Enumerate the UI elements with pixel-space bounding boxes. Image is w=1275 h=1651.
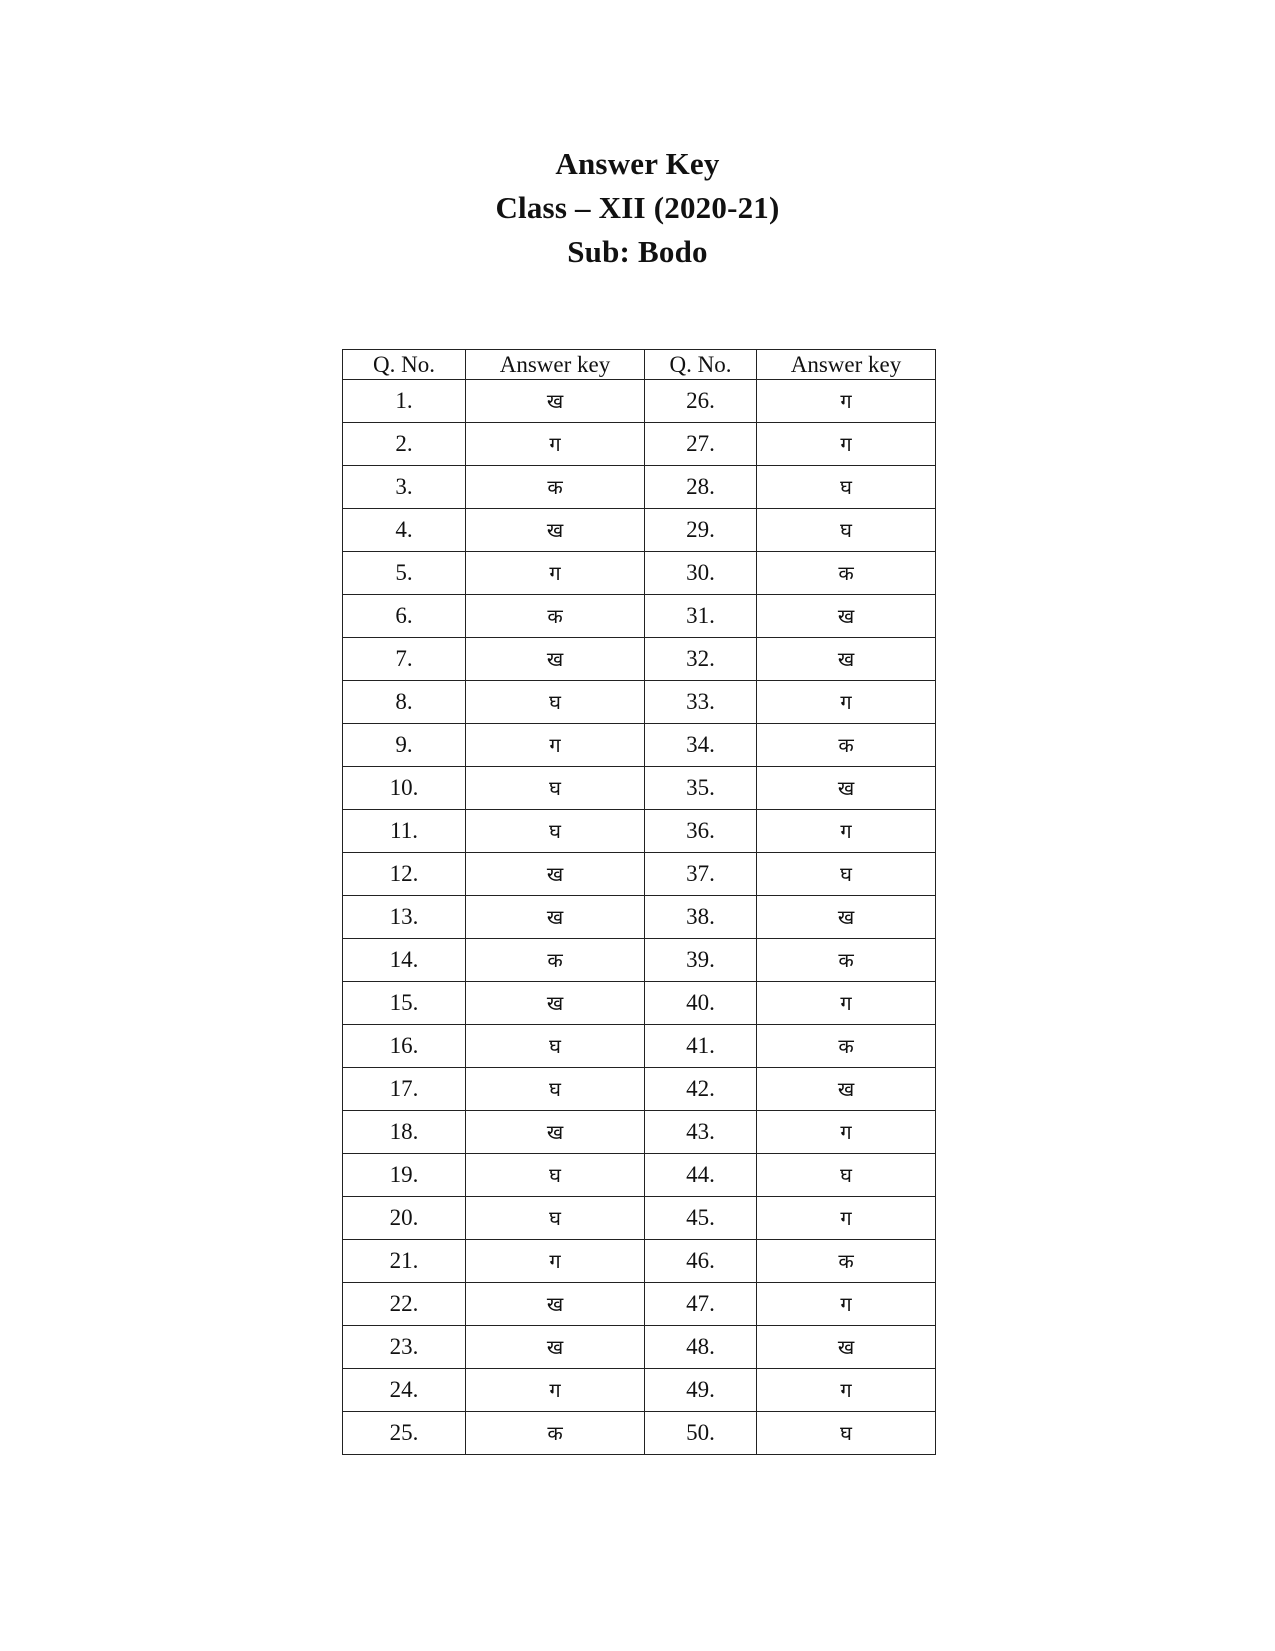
- table-row: [343, 380, 936, 423]
- question-number-cell: 45.: [645, 1197, 757, 1240]
- answer-cell: ग: [757, 982, 936, 1025]
- table-row: [343, 810, 936, 853]
- answer-cell: घ: [466, 767, 645, 810]
- table-row: [343, 1068, 936, 1111]
- answer-cell: घ: [757, 1412, 936, 1455]
- answer-cell: ख: [757, 767, 936, 810]
- answer-cell: क: [757, 1025, 936, 1068]
- question-number-cell: 4.: [343, 509, 466, 552]
- table-row: [343, 1025, 936, 1068]
- answer-cell: घ: [757, 509, 936, 552]
- answer-cell: क: [757, 1240, 936, 1283]
- question-number-cell: 8.: [343, 681, 466, 724]
- question-number-cell: 25.: [343, 1412, 466, 1455]
- table-header-row: [343, 350, 936, 380]
- answer-cell: ग: [466, 1240, 645, 1283]
- answer-cell: ग: [466, 724, 645, 767]
- answer-cell: घ: [757, 1154, 936, 1197]
- question-number-cell: 40.: [645, 982, 757, 1025]
- answer-cell: ख: [757, 1326, 936, 1369]
- table-row: [343, 681, 936, 724]
- table-row: [343, 1154, 936, 1197]
- answer-cell: ग: [757, 1197, 936, 1240]
- table-row: [343, 939, 936, 982]
- question-number-cell: 12.: [343, 853, 466, 896]
- answer-cell: ग: [757, 423, 936, 466]
- question-number-cell: 35.: [645, 767, 757, 810]
- answer-cell: घ: [466, 1068, 645, 1111]
- table-row: [343, 423, 936, 466]
- question-number-cell: 29.: [645, 509, 757, 552]
- question-number-cell: 39.: [645, 939, 757, 982]
- question-number-cell: 42.: [645, 1068, 757, 1111]
- question-number-cell: 10.: [343, 767, 466, 810]
- answer-cell: ग: [466, 1369, 645, 1412]
- answer-cell: ग: [757, 380, 936, 423]
- answer-key-body: [343, 380, 936, 1455]
- answer-cell: ख: [466, 380, 645, 423]
- answer-cell: क: [757, 939, 936, 982]
- answer-cell: ख: [757, 638, 936, 681]
- question-number-cell: 43.: [645, 1111, 757, 1154]
- answer-cell: क: [466, 466, 645, 509]
- answer-cell: घ: [466, 681, 645, 724]
- document-heading: [0, 142, 1275, 274]
- question-number-cell: 32.: [645, 638, 757, 681]
- question-number-cell: 31.: [645, 595, 757, 638]
- question-number-cell: 26.: [645, 380, 757, 423]
- question-number-cell: 30.: [645, 552, 757, 595]
- question-number-cell: 14.: [343, 939, 466, 982]
- answer-cell: ग: [466, 423, 645, 466]
- question-number-cell: 6.: [343, 595, 466, 638]
- question-number-cell: 15.: [343, 982, 466, 1025]
- answer-cell: ख: [466, 896, 645, 939]
- table-row: [343, 1283, 936, 1326]
- question-number-cell: 41.: [645, 1025, 757, 1068]
- answer-cell: घ: [466, 810, 645, 853]
- table-row: [343, 638, 936, 681]
- question-number-cell: 37.: [645, 853, 757, 896]
- question-number-cell: 19.: [343, 1154, 466, 1197]
- question-number-cell: 9.: [343, 724, 466, 767]
- answer-cell: ग: [757, 810, 936, 853]
- table-row: [343, 552, 936, 595]
- question-number-cell: 2.: [343, 423, 466, 466]
- answer-cell: ख: [757, 595, 936, 638]
- answer-cell: ख: [466, 1326, 645, 1369]
- table-row: [343, 1240, 936, 1283]
- answer-cell: ख: [757, 896, 936, 939]
- question-number-cell: 44.: [645, 1154, 757, 1197]
- answer-cell: ख: [466, 853, 645, 896]
- question-number-cell: 16.: [343, 1025, 466, 1068]
- question-number-cell: 23.: [343, 1326, 466, 1369]
- answer-cell: ग: [757, 1111, 936, 1154]
- table-row: [343, 1197, 936, 1240]
- table-row: [343, 1412, 936, 1455]
- answer-cell: क: [466, 939, 645, 982]
- document-title: Answer Key: [555, 146, 720, 181]
- question-number-cell: 24.: [343, 1369, 466, 1412]
- answer-cell: घ: [466, 1197, 645, 1240]
- answer-cell: ख: [466, 509, 645, 552]
- question-number-cell: 22.: [343, 1283, 466, 1326]
- answer-cell: घ: [466, 1154, 645, 1197]
- table-row: [343, 1326, 936, 1369]
- question-number-cell: 47.: [645, 1283, 757, 1326]
- answer-cell: ख: [466, 1283, 645, 1326]
- question-number-cell: 36.: [645, 810, 757, 853]
- question-number-cell: 17.: [343, 1068, 466, 1111]
- class-line: Class – XII (2020-21): [495, 190, 780, 225]
- answer-cell: घ: [757, 466, 936, 509]
- question-number-cell: 21.: [343, 1240, 466, 1283]
- header-answer-key-left: Answer key: [466, 350, 645, 380]
- question-number-cell: 11.: [343, 810, 466, 853]
- table-row: [343, 509, 936, 552]
- question-number-cell: 18.: [343, 1111, 466, 1154]
- answer-cell: क: [466, 595, 645, 638]
- table-row: [343, 466, 936, 509]
- table-row: [343, 595, 936, 638]
- question-number-cell: 5.: [343, 552, 466, 595]
- question-number-cell: 7.: [343, 638, 466, 681]
- header-answer-key-right: Answer key: [757, 350, 936, 380]
- question-number-cell: 1.: [343, 380, 466, 423]
- table-row: [343, 896, 936, 939]
- answer-cell: ख: [466, 1111, 645, 1154]
- table-row: [343, 1369, 936, 1412]
- answer-cell: ख: [466, 982, 645, 1025]
- answer-cell: ख: [757, 1068, 936, 1111]
- question-number-cell: 50.: [645, 1412, 757, 1455]
- question-number-cell: 33.: [645, 681, 757, 724]
- question-number-cell: 46.: [645, 1240, 757, 1283]
- question-number-cell: 34.: [645, 724, 757, 767]
- subject-line: Sub: Bodo: [567, 234, 708, 269]
- question-number-cell: 27.: [645, 423, 757, 466]
- table-row: [343, 767, 936, 810]
- answer-cell: ग: [757, 1283, 936, 1326]
- question-number-cell: 38.: [645, 896, 757, 939]
- answer-cell: क: [757, 552, 936, 595]
- table-row: [343, 853, 936, 896]
- header-question-number-left: Q. No.: [343, 350, 466, 380]
- answer-cell: ग: [757, 681, 936, 724]
- answer-cell: घ: [757, 853, 936, 896]
- answer-cell: ग: [757, 1369, 936, 1412]
- table-row: [343, 724, 936, 767]
- question-number-cell: 3.: [343, 466, 466, 509]
- question-number-cell: 48.: [645, 1326, 757, 1369]
- question-number-cell: 13.: [343, 896, 466, 939]
- answer-cell: क: [757, 724, 936, 767]
- question-number-cell: 49.: [645, 1369, 757, 1412]
- question-number-cell: 28.: [645, 466, 757, 509]
- table-row: [343, 1111, 936, 1154]
- question-number-cell: 20.: [343, 1197, 466, 1240]
- header-question-number-right: Q. No.: [645, 350, 757, 380]
- answer-cell: क: [466, 1412, 645, 1455]
- table-row: [343, 982, 936, 1025]
- answer-cell: घ: [466, 1025, 645, 1068]
- answer-cell: ग: [466, 552, 645, 595]
- answer-cell: ख: [466, 638, 645, 681]
- answer-key-table: [342, 349, 936, 1455]
